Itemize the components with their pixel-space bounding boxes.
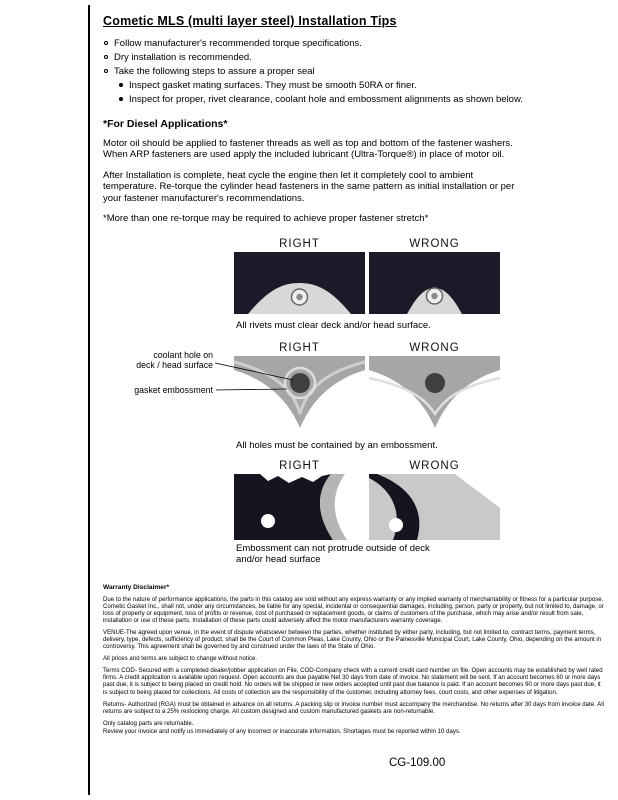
warranty-paragraph: Returns- Authorized (RGA) must be obtained in advance on all returns. A packing slip or invoice number must accompany the merchandise. No returns after 30 days from invoice date. All returns are subject to a 25% restocking charge. All custom designed and custom manufactured gaskets are non-returnable. [103,700,604,715]
catalog-page-code: CG-109.00 [389,757,446,769]
protrusion-caption [236,543,430,565]
list-item [118,80,608,92]
sub-bullet-icon [119,83,123,87]
embossment-wrong-image [369,356,500,434]
embossment-protruding-diagram-icon [369,474,500,540]
rivet-caption: All rivets must clear deck and/or head surface. [236,319,431,331]
protrusion-right-image [234,474,365,540]
bullet-icon [104,69,108,73]
tip-text: Follow manufacturer's recommended torque specifications. [114,38,362,49]
right-label: RIGHT [279,459,320,472]
wrong-label: WRONG [409,459,460,472]
gasket-embossment-callout: gasket embossment [134,384,213,395]
warranty-section [103,584,604,736]
rivet-clear-diagram-icon [234,252,365,314]
installation-subtips-list [118,80,608,106]
right-label: RIGHT [279,237,320,250]
diesel-paragraph: After Installation is complete, heat cycle the engine then let it completely cool to ambient temperature. Re-torque the cylinder head fasteners in the same pattern as initial installation or per your fastener manufacturer's recommendations. [103,169,515,204]
embossment-right-image [234,356,365,434]
rivet-right-image [234,252,365,314]
tip-text: Inspect for proper, rivet clearance, coolant hole and embossment alignments as shown below. [129,94,523,105]
wrong-label: WRONG [409,341,460,354]
warranty-paragraph: Review your invoice and notify us immediately of any incorrect or inaccurate information. Shortages must be reported within 10 days. [103,727,461,735]
list-item [103,38,608,50]
tip-text: Dry installation is recommended. [114,52,252,63]
hole-contained-diagram-icon [234,356,365,434]
warranty-paragraph: VENUE-The agreed upon venue, in the event of dispute whatsoever between the parties, whether instituted by either party, including, but not limited to, contract terms, payment terms, delivery, type, defects, sufficiency of product, shall be the Court of Common Pleas, Lake County, Ohio or the Painesville Municipal Court, Lake County, Ohio, depending on the amount in controversy. This agreement shall be governed by and construed under the laws of the State of Ohio. [103,628,602,651]
protrusion-wrong-image [369,474,500,540]
tip-text: Take the following steps to assure a proper seal [114,66,315,77]
list-item [103,52,608,64]
retorque-note: *More than one re-torque may be required to achieve proper fastener stretch* [103,213,429,224]
callout-text: coolant hole on [153,349,213,360]
warranty-paragraph: Only catalog parts are returnable. [103,719,194,727]
rivet-interference-diagram-icon [369,252,500,314]
list-item [118,94,608,106]
caption-line: and/or head surface [236,553,321,565]
tip-text: Inspect gasket mating surfaces. They must be smooth 50RA or finer. [129,80,417,91]
wrong-label: WRONG [409,237,460,250]
bullet-icon [104,55,108,59]
warranty-paragraph: Terms COD- Secured with a completed dealer/jobber application on File, COD-Company check with a current credit card number on file. Open accounts may be established by well rated firms. A credit application is available upon request. Open accounts are due payable Net 30 days from date of invoice. No statement will be sent. If an account becomes 60 or more days past due, it is subject to being placed on credit hold. No orders will be shipped or new orders accepted until past due balance is paid. If an account becomes 90 or more days past due, it is subject to being placed for collections. All costs of collection are the responsibility of the customer, including attorney fees, court costs, and other expenses of litigation. [103,667,603,696]
right-label: RIGHT [279,341,320,354]
rivet-wrong-image [369,252,500,314]
hole-outside-diagram-icon [369,356,500,434]
warranty-paragraph: All prices and terms are subject to change without notice. [103,655,258,663]
page-content [103,14,608,740]
coolant-hole-callout [131,350,213,370]
diesel-applications-heading: *For Diesel Applications* [103,117,228,130]
caption-line: Embossment can not protrude outside of deck [236,542,430,554]
diagram-section [103,236,608,570]
bullet-icon [104,41,108,45]
warranty-heading: Warranty Disclaimer* [103,583,170,591]
list-item [103,66,608,78]
sub-bullet-icon [119,97,123,101]
warranty-paragraph: Due to the nature of performance applications, the parts in this catalog are sold without any express warranty or any implied warranty of merchantability or fitness for a particular purpose. Cometic Gasket Inc., shall not, under any circumstances, be liable for any special, incidental or consequential damages, including, person, party or property, but not limited to, damage, or loss of property or equipment, loss of profits or revenue, cost of purchased or replacement goods, or claims of customers of the purchase, which may arise and/or result from sale, installation or use of these parts. Installation of these parts could adversely affect the motor manufacturers warranty coverage. [103,595,604,624]
page-title: Cometic MLS (multi layer steel) Installation Tips [103,14,397,28]
embossment-inside-deck-diagram-icon [234,474,365,540]
installation-tips-list [103,38,608,78]
embossment-caption: All holes must be contained by an embossment. [236,439,438,451]
left-border-rule [88,5,90,795]
diesel-paragraph: Motor oil should be applied to fastener threads as well as top and bottom of the fastener washers. When ARP fasteners are used apply the included lubricant (Ultra-Torque®) in place of motor oil. [103,137,513,160]
callout-text: deck / head surface [136,359,213,370]
